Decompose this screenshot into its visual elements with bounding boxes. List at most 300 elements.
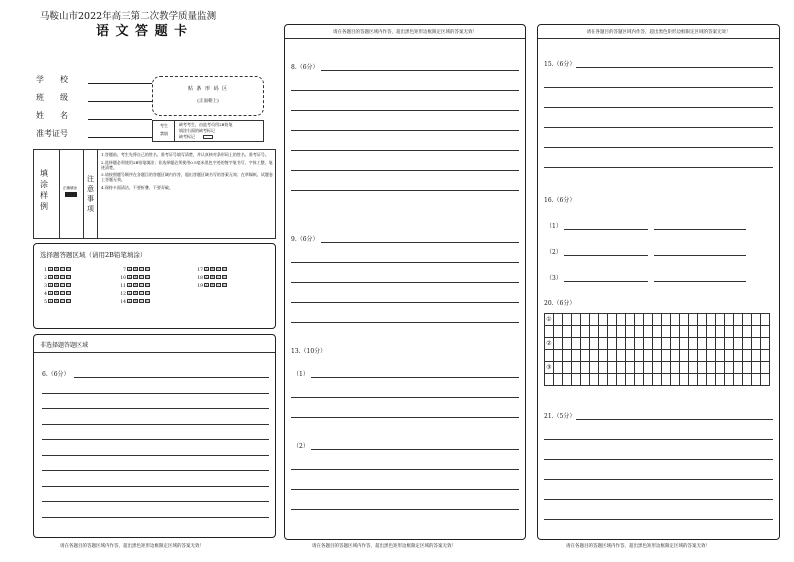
grid-cell[interactable]	[671, 338, 680, 350]
grid-cell[interactable]	[662, 338, 671, 350]
choice-bubble[interactable]: D	[67, 275, 70, 279]
grid-cell[interactable]	[581, 314, 590, 326]
grid-cell[interactable]	[725, 314, 734, 326]
grid-cell[interactable]	[608, 326, 617, 338]
q6-line[interactable]	[42, 486, 269, 487]
q6-line[interactable]	[42, 517, 269, 518]
grid-cell[interactable]	[554, 338, 563, 350]
grid-cell[interactable]	[545, 362, 554, 374]
q16-blank[interactable]	[654, 255, 746, 256]
q16-blank[interactable]	[654, 281, 746, 282]
grid-cell[interactable]	[599, 314, 608, 326]
barcode-subtitle: (正面朝上)	[197, 99, 219, 104]
q9-line[interactable]	[291, 302, 519, 303]
grid-cell[interactable]	[743, 314, 752, 326]
grid-cell[interactable]	[662, 350, 671, 362]
grid-cell[interactable]	[635, 350, 644, 362]
q15-line[interactable]	[544, 147, 773, 148]
grid-cell[interactable]	[554, 362, 563, 374]
grid-cell[interactable]	[554, 350, 563, 362]
choice-bubble[interactable]: D	[223, 275, 226, 279]
grid-cell[interactable]	[608, 314, 617, 326]
q21-line[interactable]	[544, 439, 773, 440]
grid-cell[interactable]	[644, 326, 653, 338]
choice-bubble[interactable]: B	[55, 299, 58, 303]
class-label: 班 级	[36, 93, 68, 102]
name-field[interactable]	[88, 119, 152, 120]
grid-cell[interactable]	[599, 362, 608, 374]
question-number: 1	[44, 267, 47, 273]
student-info	[36, 74, 156, 144]
question-number: 10	[120, 275, 126, 281]
q8-line[interactable]	[321, 70, 519, 71]
grid-cell[interactable]	[563, 326, 572, 338]
grid-cell[interactable]	[554, 314, 563, 326]
grid-cell[interactable]	[689, 314, 698, 326]
grid-cell[interactable]	[653, 338, 662, 350]
choice-row	[40, 283, 72, 289]
question-number: 3	[44, 283, 47, 289]
question-number: 12	[120, 291, 126, 297]
grid-cell[interactable]	[761, 374, 770, 386]
q6-line[interactable]	[42, 424, 269, 425]
q20-mark: ①	[546, 316, 552, 323]
school-field[interactable]	[88, 83, 152, 84]
choice-row	[196, 275, 228, 281]
choice-bubble[interactable]: D	[146, 275, 149, 279]
grid-cell[interactable]	[680, 350, 689, 362]
choice-bubble[interactable]: B	[134, 291, 137, 295]
grid-cell[interactable]	[743, 362, 752, 374]
choice-bubble[interactable]: B	[134, 275, 137, 279]
grid-cell[interactable]	[761, 362, 770, 374]
grid-cell[interactable]	[545, 326, 554, 338]
choice-bubble[interactable]: A	[49, 299, 52, 303]
choice-bubble[interactable]: D	[146, 299, 149, 303]
grid-cell[interactable]	[626, 338, 635, 350]
grid-cell[interactable]	[716, 362, 725, 374]
choice-bubble[interactable]: B	[55, 283, 58, 287]
choice-section	[33, 243, 276, 329]
q16-blank[interactable]	[564, 281, 648, 282]
grid-cell[interactable]	[689, 326, 698, 338]
class-field[interactable]	[88, 101, 152, 102]
grid-cell[interactable]	[707, 314, 716, 326]
grid-cell[interactable]	[680, 314, 689, 326]
choice-bubble[interactable]: A	[49, 291, 52, 295]
choice-bubble[interactable]: B	[211, 267, 214, 271]
grid-cell[interactable]	[689, 374, 698, 386]
q13-line[interactable]	[311, 449, 519, 450]
grid-cell[interactable]	[545, 350, 554, 362]
grid-cell[interactable]	[725, 326, 734, 338]
q15-line[interactable]	[544, 167, 773, 168]
notes-label: 注意事项	[87, 175, 94, 213]
bottom-warning-middle: 请在各题目的答题区域内作答，超出黑色矩形边框限定区域的答案无效！	[312, 544, 456, 549]
grid-cell[interactable]	[590, 326, 599, 338]
q8-line[interactable]	[291, 110, 519, 111]
grid-cell[interactable]	[608, 362, 617, 374]
grid-cell[interactable]	[572, 350, 581, 362]
grid-cell[interactable]	[761, 314, 770, 326]
grid-cell[interactable]	[644, 362, 653, 374]
grid-cell[interactable]	[617, 326, 626, 338]
grid-cell[interactable]	[680, 374, 689, 386]
grid-cell[interactable]	[698, 350, 707, 362]
grid-cell[interactable]	[734, 374, 743, 386]
grid-cell[interactable]	[635, 326, 644, 338]
q6-label: 6.（6分）	[42, 371, 70, 378]
q8-line[interactable]	[291, 190, 519, 191]
grid-cell[interactable]	[752, 326, 761, 338]
q8-line[interactable]	[291, 150, 519, 151]
grid-cell[interactable]	[563, 362, 572, 374]
grid-cell[interactable]	[653, 374, 662, 386]
grid-cell[interactable]	[644, 338, 653, 350]
choice-row	[196, 267, 228, 273]
choice-bubble[interactable]: A	[205, 275, 208, 279]
grid-cell[interactable]	[590, 362, 599, 374]
grid-cell[interactable]	[581, 374, 590, 386]
grid-cell[interactable]	[698, 326, 707, 338]
choice-bubble[interactable]: A	[128, 267, 131, 271]
q6-line[interactable]	[42, 470, 269, 471]
choice-bubble[interactable]: A	[128, 283, 131, 287]
q6-line[interactable]	[42, 393, 269, 394]
note-item: 2.选择题必须使用2B铅笔填涂；非选择题必须使用0.5毫米黑色字迹的签字笔书写，字体工整、笔迹清楚。	[101, 159, 273, 170]
choice-bubble[interactable]: A	[205, 283, 208, 287]
q21-line[interactable]	[544, 519, 773, 520]
q13-part1-label: （1）	[293, 371, 309, 378]
exam-number-label: 准考证号	[36, 129, 68, 138]
grid-cell[interactable]	[599, 350, 608, 362]
grid-cell[interactable]	[725, 374, 734, 386]
absent-mark-box[interactable]	[203, 135, 213, 139]
choice-bubble[interactable]: C	[140, 283, 143, 287]
grid-cell[interactable]	[599, 326, 608, 338]
q6-line[interactable]	[42, 455, 269, 456]
grid-cell[interactable]	[671, 350, 680, 362]
grid-cell[interactable]	[608, 350, 617, 362]
grid-cell[interactable]	[671, 314, 680, 326]
q9-line[interactable]	[321, 242, 519, 243]
grid-cell[interactable]	[599, 374, 608, 386]
choice-bubble[interactable]: A	[205, 267, 208, 271]
choice-bubble[interactable]: B	[134, 299, 137, 303]
grid-cell[interactable]	[707, 338, 716, 350]
q13-line[interactable]	[291, 397, 519, 398]
grid-cell[interactable]	[680, 362, 689, 374]
exam-number-field[interactable]	[88, 137, 152, 138]
q9-line[interactable]	[291, 282, 519, 283]
grid-cell[interactable]	[671, 326, 680, 338]
grid-cell[interactable]	[761, 350, 770, 362]
q6-line[interactable]	[42, 439, 269, 440]
grid-cell[interactable]	[635, 314, 644, 326]
q13-line[interactable]	[291, 469, 519, 470]
absent-label-1: 考生	[160, 123, 168, 128]
q16-part2-label: （2）	[546, 249, 562, 256]
grid-cell[interactable]	[752, 362, 761, 374]
grid-cell[interactable]	[545, 374, 554, 386]
grid-cell[interactable]	[590, 314, 599, 326]
q8-label: 8.（6分）	[291, 64, 319, 71]
grid-cell[interactable]	[644, 350, 653, 362]
q16-part1-label: （1）	[546, 223, 562, 230]
grid-cell[interactable]	[626, 350, 635, 362]
choice-row	[40, 267, 72, 273]
grid-cell[interactable]	[743, 338, 752, 350]
choice-bubble[interactable]: A	[128, 275, 131, 279]
choice-row	[119, 267, 151, 273]
choice-bubble[interactable]: D	[67, 299, 70, 303]
grid-cell[interactable]	[698, 314, 707, 326]
q6-line[interactable]	[42, 501, 269, 502]
q21-line[interactable]	[544, 459, 773, 460]
grid-cell[interactable]	[653, 314, 662, 326]
q16-blank[interactable]	[564, 229, 648, 230]
q20-writing-grid[interactable]	[544, 313, 770, 386]
choice-bubble[interactable]: D	[146, 283, 149, 287]
choice-bubble[interactable]: A	[128, 291, 131, 295]
grid-cell[interactable]	[725, 350, 734, 362]
grid-cell[interactable]	[635, 338, 644, 350]
grid-cell[interactable]	[644, 314, 653, 326]
grid-cell[interactable]	[626, 314, 635, 326]
q8-line[interactable]	[291, 170, 519, 171]
q15-line[interactable]	[544, 87, 773, 88]
choice-bubble[interactable]: D	[223, 283, 226, 287]
choice-bubble[interactable]: D	[67, 283, 70, 287]
q21-line[interactable]	[544, 499, 773, 500]
choice-title: 选择题答题区域（请用2B铅笔填涂）	[40, 251, 147, 259]
q6-line[interactable]	[74, 377, 269, 378]
choice-bubble[interactable]: C	[217, 267, 220, 271]
grid-cell[interactable]	[635, 374, 644, 386]
grid-cell[interactable]	[734, 314, 743, 326]
choice-bubble[interactable]: C	[217, 275, 220, 279]
choice-bubble[interactable]: B	[55, 267, 58, 271]
grid-cell[interactable]	[572, 314, 581, 326]
grid-cell[interactable]	[725, 362, 734, 374]
grid-cell[interactable]	[761, 338, 770, 350]
grid-cell[interactable]	[653, 350, 662, 362]
grid-cell[interactable]	[734, 350, 743, 362]
grid-cell[interactable]	[680, 326, 689, 338]
grid-cell[interactable]	[617, 362, 626, 374]
choice-bubble[interactable]: A	[128, 299, 131, 303]
grid-cell[interactable]	[689, 338, 698, 350]
grid-cell[interactable]	[743, 374, 752, 386]
grid-cell[interactable]	[644, 374, 653, 386]
q15-line[interactable]	[544, 127, 773, 128]
notes-list	[101, 153, 273, 191]
choice-bubble[interactable]: C	[140, 275, 143, 279]
note-item: 1.答题前，考生先将自己的姓名、准考证号填写清楚，并认真核对条形码上的姓名、准考证号。	[101, 152, 269, 157]
answer-column-right	[537, 24, 780, 540]
grid-cell[interactable]	[563, 338, 572, 350]
choice-bubble[interactable]: D	[67, 267, 70, 271]
grid-cell[interactable]	[662, 362, 671, 374]
grid-cell[interactable]	[617, 338, 626, 350]
q21-line[interactable]	[544, 479, 773, 480]
choice-bubble[interactable]: C	[61, 267, 64, 271]
question-number: 5	[44, 299, 47, 305]
grid-cell[interactable]	[716, 350, 725, 362]
grid-cell[interactable]	[581, 350, 590, 362]
note-item: 3.请按照题号顺序在各题目的答题区域内作答，超出答题区域书写的答案无效；在草稿纸、试题卷上答题无效。	[101, 172, 273, 183]
choice-bubble[interactable]: B	[134, 283, 137, 287]
grid-cell[interactable]	[734, 326, 743, 338]
q8-line[interactable]	[291, 130, 519, 131]
q15-line[interactable]	[544, 107, 773, 108]
grid-cell[interactable]	[734, 338, 743, 350]
choice-bubble[interactable]: D	[223, 267, 226, 271]
choice-bubble[interactable]: C	[61, 283, 64, 287]
q13-line[interactable]	[291, 489, 519, 490]
q16-blank[interactable]	[564, 255, 648, 256]
q13-line[interactable]	[311, 377, 519, 378]
choice-row	[196, 283, 228, 289]
question-number: 14	[120, 299, 126, 305]
choice-bubble[interactable]: C	[217, 283, 220, 287]
grid-cell[interactable]	[554, 374, 563, 386]
grid-cell[interactable]	[581, 338, 590, 350]
q9-line[interactable]	[291, 262, 519, 263]
grid-cell[interactable]	[617, 314, 626, 326]
grid-cell[interactable]	[653, 326, 662, 338]
choice-bubble[interactable]: D	[67, 291, 70, 295]
grid-cell[interactable]	[617, 374, 626, 386]
grid-cell[interactable]	[545, 314, 554, 326]
grid-cell[interactable]	[626, 374, 635, 386]
q13-label: 13.（10分）	[291, 348, 327, 355]
grid-cell[interactable]	[581, 362, 590, 374]
grid-cell[interactable]	[707, 350, 716, 362]
grid-cell[interactable]	[581, 326, 590, 338]
fill-sample-label: 填涂样例	[40, 169, 48, 211]
grid-cell[interactable]	[590, 374, 599, 386]
grid-cell[interactable]	[752, 350, 761, 362]
choice-bubble[interactable]: A	[49, 267, 52, 271]
grid-cell[interactable]	[608, 374, 617, 386]
choice-bubble[interactable]: C	[61, 275, 64, 279]
grid-cell[interactable]	[725, 338, 734, 350]
exam-title: 马鞍山市2022年高三第二次教学质量监测	[40, 11, 217, 22]
grid-cell[interactable]	[635, 362, 644, 374]
grid-cell[interactable]	[599, 338, 608, 350]
grid-cell[interactable]	[716, 338, 725, 350]
q13-line[interactable]	[291, 509, 519, 510]
grid-cell[interactable]	[707, 374, 716, 386]
grid-cell[interactable]	[590, 338, 599, 350]
grid-cell[interactable]	[662, 326, 671, 338]
grid-cell[interactable]	[563, 350, 572, 362]
grid-cell[interactable]	[563, 314, 572, 326]
grid-cell[interactable]	[626, 326, 635, 338]
grid-cell[interactable]	[572, 338, 581, 350]
grid-cell[interactable]	[662, 314, 671, 326]
bottom-warning-right: 请在各题目的答题区域内作答，超出黑色矩形边框限定区域的答案无效！	[566, 544, 710, 549]
grid-cell[interactable]	[698, 374, 707, 386]
grid-cell[interactable]	[626, 362, 635, 374]
choice-bubble[interactable]: D	[146, 267, 149, 271]
choice-bubble[interactable]: A	[49, 275, 52, 279]
grid-cell[interactable]	[698, 362, 707, 374]
choice-row	[40, 291, 72, 297]
choice-bubble[interactable]: C	[61, 299, 64, 303]
grid-cell[interactable]	[617, 350, 626, 362]
grid-cell[interactable]	[698, 338, 707, 350]
grid-cell[interactable]	[743, 326, 752, 338]
grid-cell[interactable]	[572, 362, 581, 374]
absent-box	[152, 120, 264, 142]
choice-bubble[interactable]: B	[211, 275, 214, 279]
choice-bubble[interactable]: C	[140, 267, 143, 271]
grid-cell[interactable]	[734, 362, 743, 374]
choice-bubble[interactable]: B	[211, 283, 214, 287]
choice-bubble[interactable]: B	[134, 267, 137, 271]
grid-cell[interactable]	[752, 338, 761, 350]
grid-cell[interactable]	[680, 338, 689, 350]
grid-cell[interactable]	[590, 350, 599, 362]
school-label: 学 校	[36, 75, 68, 84]
grid-cell[interactable]	[689, 362, 698, 374]
grid-cell[interactable]	[707, 362, 716, 374]
grid-cell[interactable]	[671, 374, 680, 386]
question-number: 19	[197, 283, 203, 289]
q15-line[interactable]	[576, 67, 773, 68]
grid-cell[interactable]	[608, 338, 617, 350]
grid-cell[interactable]	[707, 326, 716, 338]
choice-bubble[interactable]: B	[55, 275, 58, 279]
q6-line[interactable]	[42, 408, 269, 409]
question-number: 18	[197, 275, 203, 281]
choice-bubble[interactable]: D	[146, 291, 149, 295]
grid-cell[interactable]	[563, 374, 572, 386]
choice-bubble[interactable]: C	[140, 299, 143, 303]
q13-line[interactable]	[291, 417, 519, 418]
grid-cell[interactable]	[662, 374, 671, 386]
grid-cell[interactable]	[752, 374, 761, 386]
grid-cell[interactable]	[653, 362, 662, 374]
q9-line[interactable]	[291, 322, 519, 323]
q21-line[interactable]	[576, 419, 773, 420]
choice-bubble[interactable]: A	[49, 283, 52, 287]
choice-bubble[interactable]: C	[140, 291, 143, 295]
correct-fill-label: 正确填涂	[63, 186, 77, 190]
grid-cell[interactable]	[671, 362, 680, 374]
grid-cell[interactable]	[716, 374, 725, 386]
grid-cell[interactable]	[752, 314, 761, 326]
grid-cell[interactable]	[554, 326, 563, 338]
grid-cell[interactable]	[716, 314, 725, 326]
grid-cell[interactable]	[545, 338, 554, 350]
grid-cell[interactable]	[761, 326, 770, 338]
grid-cell[interactable]	[689, 350, 698, 362]
grid-cell[interactable]	[716, 326, 725, 338]
grid-cell[interactable]	[743, 350, 752, 362]
grid-cell[interactable]	[572, 374, 581, 386]
q16-blank[interactable]	[654, 229, 746, 230]
grid-cell[interactable]	[572, 326, 581, 338]
q20-mark: ②	[546, 340, 552, 347]
choice-bubble[interactable]: B	[55, 291, 58, 295]
q8-line[interactable]	[291, 90, 519, 91]
card-title: 语 文 答 题 卡	[96, 24, 189, 39]
choice-row	[119, 299, 151, 305]
choice-bubble[interactable]: C	[61, 291, 64, 295]
